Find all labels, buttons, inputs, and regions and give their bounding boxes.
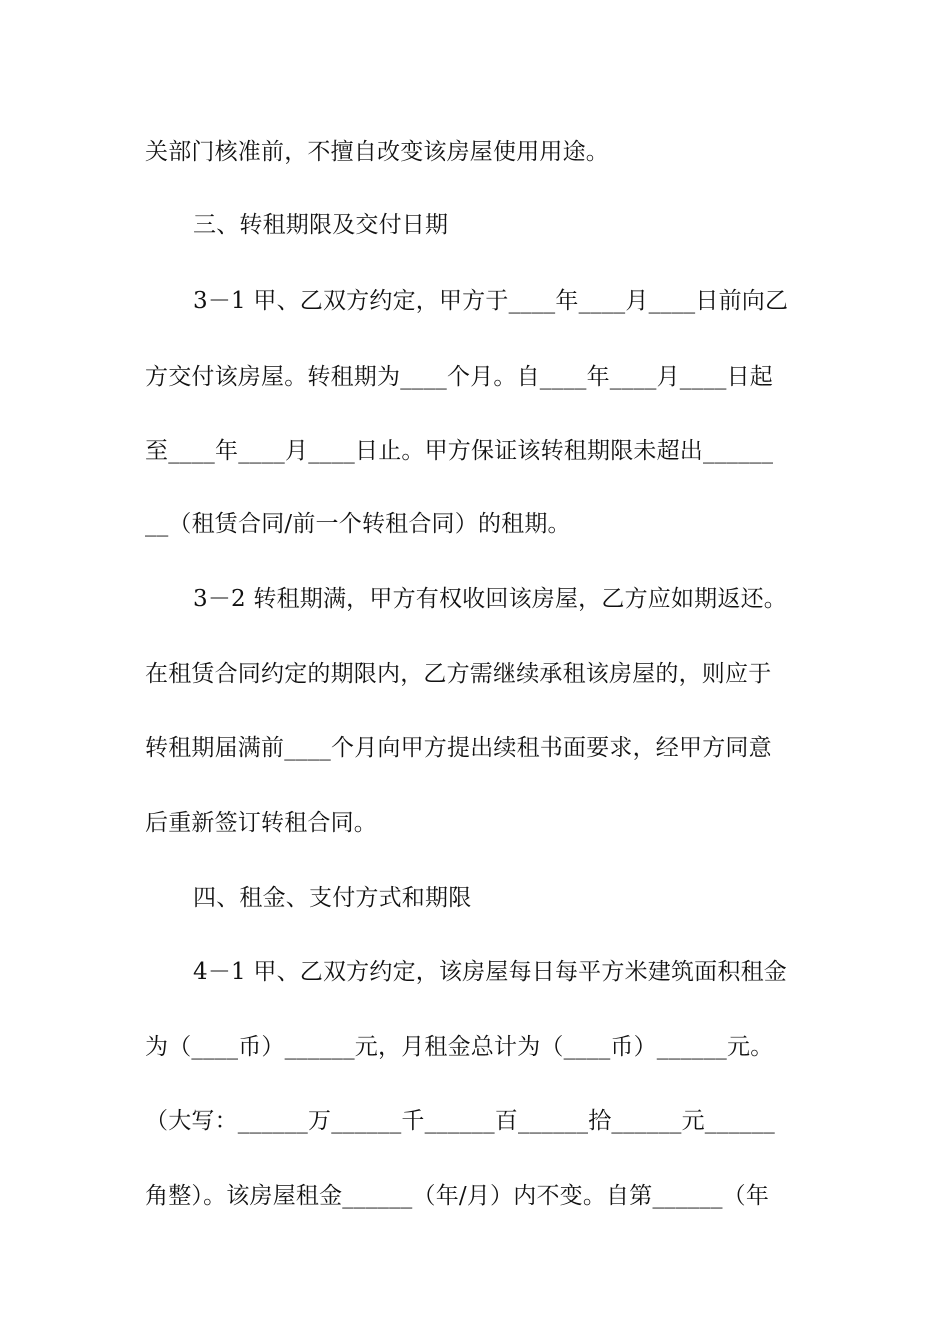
paragraph-line: 3－2 转租期满，甲方有权收回该房屋，乙方应如期返还。 xyxy=(193,586,787,612)
paragraph-line: 为（____币）______元，月租金总计为（____币）______元。 xyxy=(145,1034,774,1060)
paragraph-line: （大写：______万______千______百______拾______元______ xyxy=(145,1108,775,1134)
paragraph-line: 角整）。该房屋租金______（年/月）内不变。自第______（年 xyxy=(145,1183,770,1209)
paragraph-line: __（租赁合同/前一个转租合同）的租期。 xyxy=(145,511,571,537)
section-heading: 四、租金、支付方式和期限 xyxy=(193,885,472,911)
paragraph-line: 后重新签订转租合同。 xyxy=(145,810,377,836)
paragraph-line: 关部门核准前，不擅自改变该房屋使用用途。 xyxy=(145,139,609,165)
paragraph-line: 3－1 甲、乙双方约定，甲方于____年____月____日前向乙 xyxy=(193,288,789,314)
paragraph-line: 转租期届满前____个月向甲方提出续租书面要求，经甲方同意 xyxy=(145,735,772,761)
paragraph-line: 4－1 甲、乙双方约定，该房屋每日每平方米建筑面积租金 xyxy=(193,959,787,985)
section-heading: 三、转租期限及交付日期 xyxy=(193,212,449,238)
paragraph-line: 在租赁合同约定的期限内，乙方需继续承租该房屋的，则应于 xyxy=(145,661,772,687)
paragraph-line: 至____年____月____日止。甲方保证该转租期限未超出______ xyxy=(145,438,774,464)
paragraph-line: 方交付该房屋。转租期为____个月。自____年____月____日起 xyxy=(145,364,773,390)
